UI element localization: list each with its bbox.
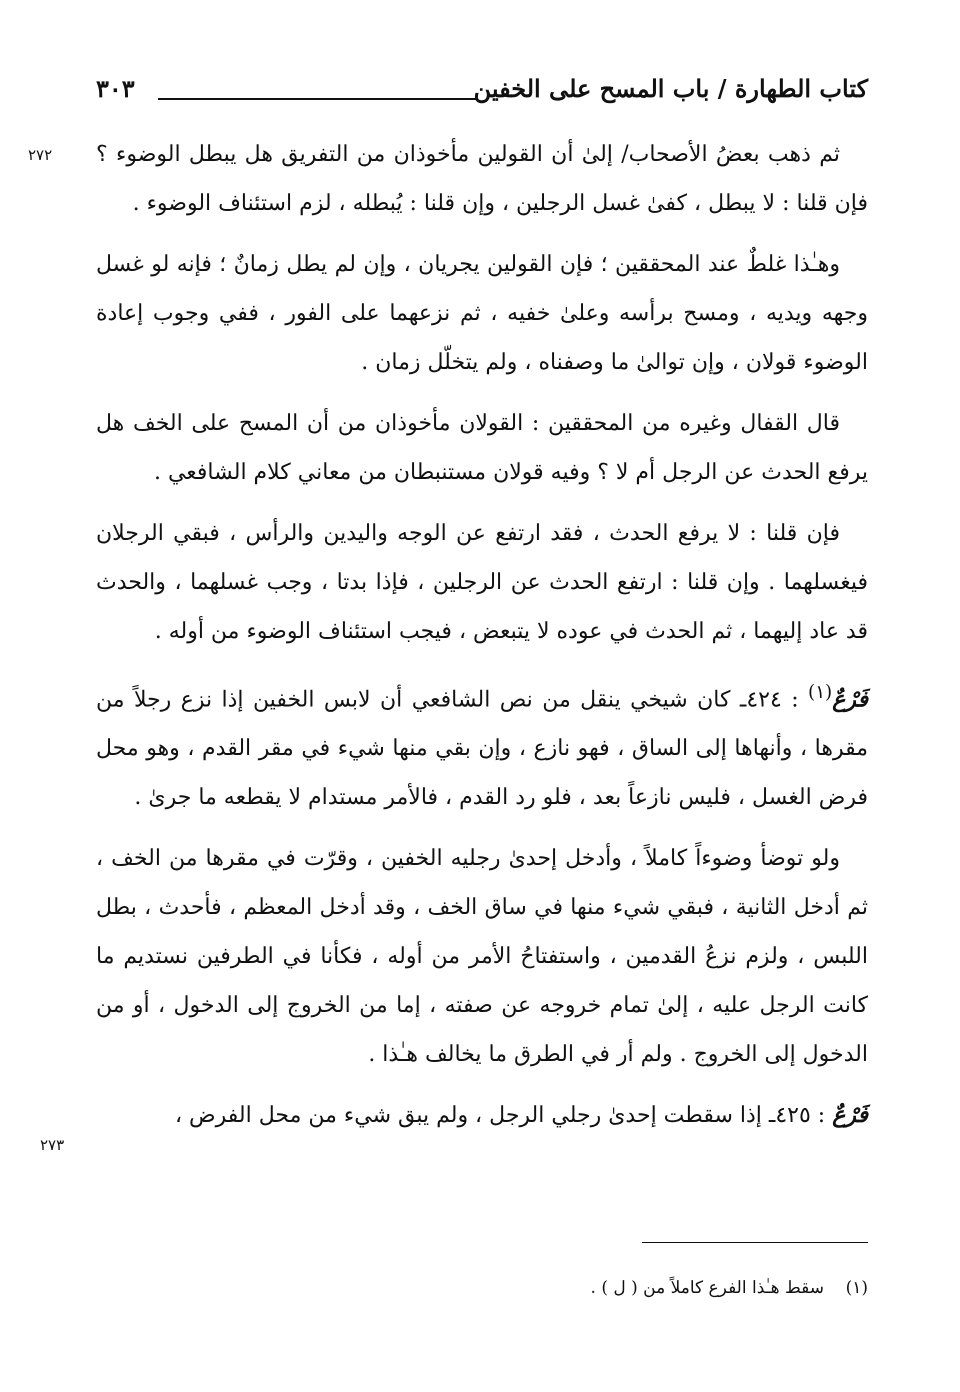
branch-mark: فَرْعٌ [832, 1102, 868, 1129]
branch-paragraph [96, 668, 868, 822]
paragraph: ولو توضأ وضوءاً كاملاً ، وأدخل إحدىٰ رجليه الخفين ، وقرّت في مقرها من الخف ، ثم أدخل الثانية ، فبقي شيء منها في ساق الخف ، وقد أدخل المعظم ، فأحدث ، بطل اللبس ، ولزم نزعُ القدمين ، واستفتاحُ الأمر من أوله ، فكأنا في الطرفين نستديم ما كانت الرجل عليه ، إلىٰ تمام خروجه عن صفته ، إما من الخروج إلى الدخول ، أو من الدخول إلى الخروج . ولم أر في الطرق ما يخالف هـٰذا . [96, 846, 868, 1068]
footnote-ref: (١) [808, 682, 833, 703]
header-rule [158, 98, 478, 100]
paragraph: قال القفال وغيره من المحققين : القولان مأخوذان من أن المسح على الخف هل يرفع الحدث عن الرجل أم لا ؟ وفيه قولان مستنبطان من معاني كلام الشافعي . [96, 411, 868, 485]
running-header [96, 72, 868, 112]
branch-paragraph [96, 1091, 868, 1140]
branch-text: : ٤٢٥ـ إذا سقطت إحدىٰ رجلي الرجل ، ولم يبق شيء من محل الفرض ، [174, 1103, 826, 1129]
margin-number: ٢٧٢ [28, 146, 53, 164]
footnote-rule [642, 1242, 868, 1243]
footnote-text: سقط هـٰذا الفرع كاملاً من ( ل ) . [590, 1278, 824, 1298]
body-text [96, 130, 868, 1152]
footnote [591, 1278, 868, 1298]
header-title: كتاب الطهارة / باب المسح على الخفين [473, 74, 868, 103]
paragraph: ثم ذهب بعضُ الأصحاب/ إلىٰ أن القولين مأخوذان من التفريق هل يبطل الوضوء ؟ فإن قلنا : لا يبطل ، كفىٰ غسل الرجلين ، وإن قلنا : يُبطله ، لزم استئناف الوضوء . [96, 142, 868, 216]
branch-text: : ٤٢٤ـ كان شيخي ينقل من نص الشافعي أن لابس الخفين إذا نزع رجلاً من مقرها ، وأنهاها إلى الساق ، فهو نازع ، وإن بقي منها شيء في مقر القدم ، وهو محل فرض الغسل ، فليس نازعاً بعد ، فلو رد القدم ، فالأمر مستدام لا يقطعه ما جرىٰ . [96, 687, 868, 811]
paragraph: وهـٰذا غلطٌ عند المحققين ؛ فإن القولين يجريان ، وإن لم يطل زمانٌ ؛ فإنه لو غسل وجهه ويديه ، ومسح برأسه وعلىٰ خفيه ، ثم نزعهما على الفور ، ففي وجوب إعادة الوضوء قولان ، وإن توالىٰ ما وصفناه ، ولم يتخلّل زمان . [96, 252, 868, 375]
paragraph: فإن قلنا : لا يرفع الحدث ، فقد ارتفع عن الوجه واليدين والرأس ، فبقي الرجلان فيغسلهما . وإن قلنا : ارتفع الحدث عن الرجلين ، فإذا بدتا ، وجب غسلهما ، والحدث قد عاد إليهما ، ثم الحدث في عوده لا يتبعض ، فيجب استئناف الوضوء من أوله . [96, 521, 868, 644]
branch-mark: فَرْعٌ [832, 686, 868, 713]
margin-number: ٢٧٣ [40, 1136, 65, 1154]
footnote-number: (١) [845, 1278, 868, 1298]
page-number: ٣٠٣ [96, 74, 135, 103]
